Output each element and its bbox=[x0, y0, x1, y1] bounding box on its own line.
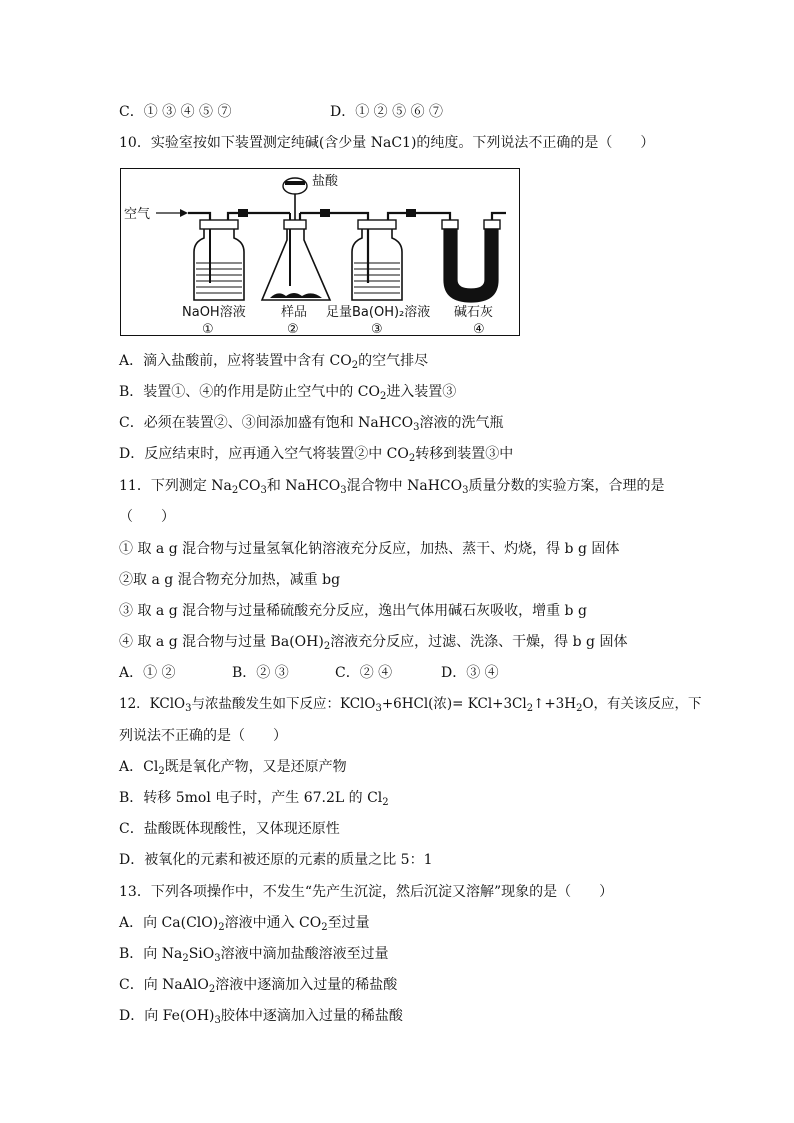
num-2: ② bbox=[287, 322, 299, 336]
q9-option-c: C．① ③ ④ ⑤ ⑦ bbox=[119, 104, 232, 120]
q12-option-c: C．盐酸既体现酸性，又体现还原性 bbox=[119, 821, 340, 837]
q11-option-b: B．② ③ bbox=[232, 665, 289, 681]
bottle1-stopper bbox=[200, 220, 238, 229]
q13-option-b: B．向 $Na_2SiO_3$溶液中滴加盐酸溶液至过量 bbox=[119, 946, 389, 964]
q11-answer-paren: （ ） bbox=[119, 509, 175, 525]
soda-lime-utube bbox=[444, 229, 498, 302]
q11-scheme-3: ③ 取 a g 混合物与过量稀硫酸充分反应，逸出气体用碱石灰吸收，增重 b g bbox=[119, 603, 587, 619]
q11-scheme-4: ④ 取 a g 混合物与过量 $Ba(OH)_2$溶液充分反应，过滤、洗涤、干燥，得 b g 固体 bbox=[119, 634, 628, 652]
num-3: ③ bbox=[371, 322, 383, 336]
q10-option-c: C．必须在装置②、③间添加盛有饱和 NaHCO$_3$溶液的洗气瓶 bbox=[119, 415, 504, 433]
q13-option-d: D．向 $Fe(OH)_3$胶体中逐滴加入过量的稀盐酸 bbox=[119, 1008, 403, 1026]
bottle3-stopper bbox=[358, 220, 396, 229]
funnel-bulb bbox=[283, 178, 307, 194]
q11-option-a: A．① ② bbox=[119, 665, 176, 681]
q12-stem: 12．KClO$_3$与浓盐酸发生如下反应：KClO$_3$+6HCl(浓)= $KCl+3Cl_2↑+3H_2O$，有关该反应，下 bbox=[119, 696, 702, 714]
sample bbox=[270, 293, 322, 298]
q11-scheme-1: ① 取 a g 混合物与过量氢氧化钠溶液充分反应，加热、蒸干、灼烧，得 b g 固体 bbox=[119, 541, 620, 557]
label-naoh: NaOH溶液 bbox=[182, 305, 246, 320]
q12-option-b: B．转移 5mol 电子时，产生 67.2L 的 $Cl_2$ bbox=[119, 790, 389, 808]
q10-option-a: A．滴入盐酸前，应将装置中含有 $CO_2$的空气排尽 bbox=[119, 353, 429, 371]
conical-flask bbox=[262, 229, 330, 300]
label-baoh2: 足量Ba(OH)₂溶液 bbox=[326, 305, 431, 320]
air-label: 空气 bbox=[124, 207, 151, 222]
bottle1-liquid bbox=[196, 263, 242, 293]
q11-stem: 11．下列测定 $Na_2CO_3$和 NaHCO$_3$混合物中 NaHCO$_3$质量分数的实验方案，合理的是 bbox=[119, 478, 665, 496]
air-arrow-head bbox=[180, 209, 188, 217]
label-sample: 样品 bbox=[281, 305, 308, 320]
q11-option-d: D．③ ④ bbox=[441, 665, 499, 681]
q11-option-c: C．② ④ bbox=[335, 665, 393, 681]
q13-stem: 13．下列各项操作中，不发生“先产生沉淀，然后沉淀又溶解”现象的是（ ） bbox=[119, 884, 614, 900]
bottle3-body bbox=[352, 229, 402, 300]
num-4: ④ bbox=[473, 322, 485, 336]
q10-option-d: D．反应结束时，应再通入空气将装置②中 $CO_2$转移到装置③中 bbox=[119, 446, 514, 464]
q13-option-c: C．向 NaAlO$_2$溶液中逐滴加入过量的稀盐酸 bbox=[119, 977, 398, 995]
acid-label: 盐酸 bbox=[312, 174, 339, 189]
q9-option-d: D．① ② ⑤ ⑥ ⑦ bbox=[330, 104, 444, 120]
q10-stem: 10．实验室按如下装置测定纯碱(含少量 NaC1)的纯度。下列说法不正确的是（ ） bbox=[119, 135, 655, 151]
bottle1-body bbox=[194, 229, 244, 300]
utube-stopper-left bbox=[442, 220, 458, 229]
q13-option-a: A．向 $Ca(ClO)_2$溶液中通入 $CO_2$至过量 bbox=[119, 915, 370, 933]
apparatus-diagram bbox=[120, 168, 520, 336]
utube-stopper-right bbox=[484, 220, 500, 229]
q12-option-d: D．被氧化的元素和被还原的元素的质量之比 5：1 bbox=[119, 852, 433, 868]
num-1: ① bbox=[202, 322, 214, 336]
q12-option-a: A．$Cl_2$既是氧化产物，又是还原产物 bbox=[119, 759, 347, 777]
bottle3-liquid bbox=[354, 263, 400, 293]
q10-option-b: B．装置①、④的作用是防止空气中的 $CO_2$进入装置③ bbox=[119, 384, 457, 402]
flask-stopper bbox=[284, 220, 306, 229]
q11-scheme-2: ②取 a g 混合物充分加热，减重 bg bbox=[119, 572, 341, 588]
tube-3-4 bbox=[388, 213, 450, 226]
q12-stem-cont: 列说法不正确的是（ ） bbox=[119, 728, 287, 744]
label-soda-lime: 碱石灰 bbox=[454, 305, 494, 320]
